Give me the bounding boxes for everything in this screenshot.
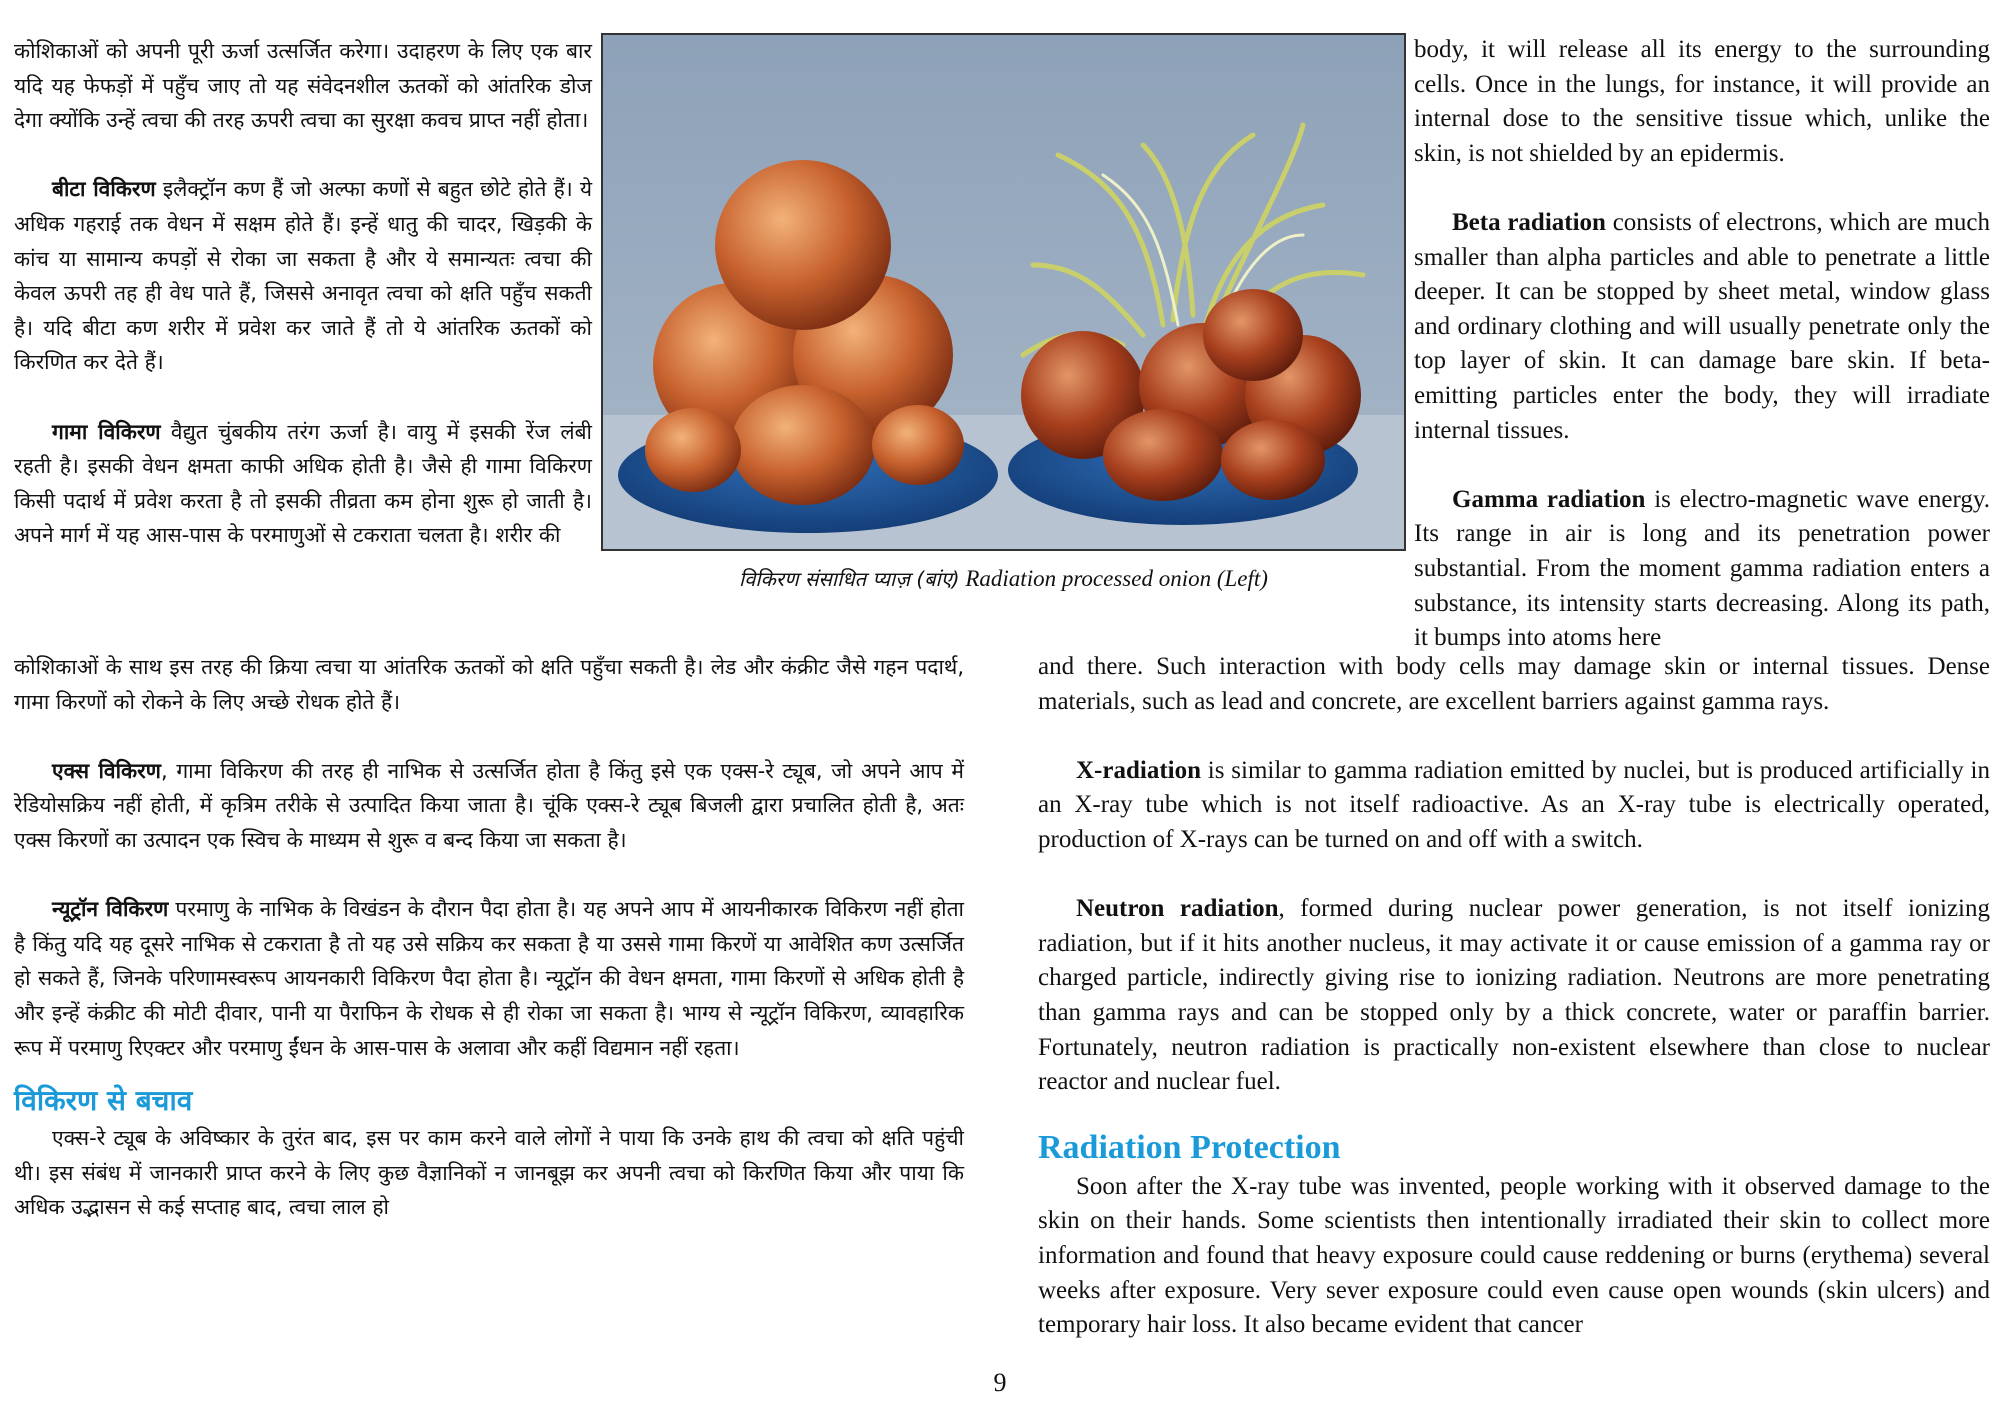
onion-photo <box>601 33 1406 551</box>
english-gamma-term: Gamma radiation <box>1452 485 1646 513</box>
figure-caption <box>601 565 1406 592</box>
hindi-xray-text: , गामा विकिरण की तरह ही नाभिक से उत्सर्जित होता है किंतु इसे एक एक्स-रे ट्यूब, जो अपने आप में रेडियोसक्रिय नहीं होती, में कृत्रिम तरीके से उत्पादित किया जाता है। चूंकि एक्स-रे ट्यूब बिजली द्वारा प्रचालित होती है, अतः एक्स किरणों का उत्पादन एक स्विच के माध्यम से शुरू व बन्द किया जा सकता है। <box>14 758 964 852</box>
hindi-protection-text: एक्स-रे ट्यूब के अविष्कार के तुरंत बाद, इस पर काम करने वाले लोगों ने पाया कि उनके हाथ की त्वचा को क्षति पहुंची थी। इस संबंध में जानकारी प्राप्त करने के लिए कुछ वैज्ञानिकों न जानबूझ कर अपनी त्वचा को किरणित किया और पाया कि अधिक उद्भासन से कई सप्ताह बाद, त्वचा लाल हो <box>14 1126 964 1220</box>
english-neutron-term: Neutron radiation <box>1076 895 1279 923</box>
hindi-column-top <box>14 34 592 553</box>
english-xray-text: is similar to gamma radiation emitted by nuclei, but is produced artificially in an X-ray tube which is not itself radioactive. As an X-ray tube is electrically operated, production of X-rays can be turned on and off with a switch. <box>1038 756 1990 853</box>
english-alpha-continued: body, it will release all its energy to the surrounding cells. Once in the lungs, for instance, it will provide an internal dose to the sensitive tissue which, unlike the skin, is not shielded by an epidermis. <box>1414 36 1990 167</box>
hindi-neutron-term: न्यूट्रॉन विकिरण <box>52 897 169 922</box>
english-gamma-continued: and there. Such interaction with body cells may damage skin or internal tissues. Dense materials, such as lead and concrete, are excellent barriers against gamma rays. <box>1038 653 1990 715</box>
english-xray-term: X-radiation <box>1076 756 1201 784</box>
hindi-xray-paragraph <box>14 754 964 858</box>
english-gamma-text: is electro-magnetic wave energy. Its range in air is long and its penetration power substantial. From the moment gamma radiation enters a substance, its intensity starts decreasing. Along its path, it bumps into atoms here <box>1414 485 1991 652</box>
hindi-beta-term: बीटा विकिरण <box>52 177 156 202</box>
hindi-alpha-continued: कोशिकाओं को अपनी पूरी ऊर्जा उत्सर्जित करेगा। उदाहरण के लिए एक बार यदि यह फेफड़ों में पहुँच जाए तो यह संवेदनशील ऊतकों को आंतरिक डोज देगा क्योंकि उन्हें त्वचा की तरह ऊपरी त्वचा का सुरक्षा कवच प्राप्त नहीं होता। <box>14 39 592 133</box>
english-xray-paragraph <box>1038 754 1990 858</box>
hindi-neutron-text: परमाणु के नाभिक के विखंडन के दौरान पैदा होता है। यह अपने आप में आयनीकारक विकिरण नहीं होता है किंतु यदि यह दूसरे नाभिक से टकराता है तो यह उसे सक्रिय कर सकता है या उससे गामा किरणें या आवेशित कण उत्सर्जित हो सकते हैं, जिनके परिणामस्वरूप आयनकारी विकिरण पैदा होता है। न्यूट्रॉन की वेधन क्षमता, गामा किरणों से अधिक होती है और इन्हें कंक्रीट की मोटी दीवार, पानी या पैराफिन के रोधक से ही रोका जा सकता है। भाग्य से न्यूट्रॉन विकिरण, व्यावहारिक रूप में परमाणु रिएक्टर और परमाणु ईंधन के आस-पास के अलावा और कहीं विद्यमान नहीं रहता। <box>14 897 964 1060</box>
hindi-gamma-text: वैद्युत चुंबकीय तरंग ऊर्जा है। वायु में इसकी रेंज लंबी रहती है। इसकी वेधन क्षमता काफी अधिक होती है। जैसे ही गामा विकिरण किसी पदार्थ में प्रवेश करता है तो इसकी तीव्रता कम होना शुरू हो जाती है। अपने मार्ग में यह आस-पास के परमाणुओं से टकराता चलता है। शरीर की <box>14 419 592 548</box>
hindi-neutron-paragraph <box>14 892 964 1065</box>
hindi-beta-paragraph <box>14 172 592 380</box>
english-column-top <box>1414 33 1990 656</box>
english-neutron-paragraph <box>1038 892 1990 1100</box>
english-beta-term: Beta radiation <box>1452 208 1606 236</box>
english-protection-heading: Radiation Protection <box>1038 1128 1341 1166</box>
hindi-gamma-term: गामा विकिरण <box>52 419 161 444</box>
english-beta-text: consists of electrons, which are much smaller than alpha particles and able to penetrate a little deeper. It can be stopped by sheet metal, window glass and ordinary clothing and will usually penetrate only the top layer of skin. It can damage bare skin. If beta-emitting particles enter the body, they will irradiate internal tissues. <box>1414 208 1990 444</box>
onion-illustration <box>603 35 1404 549</box>
hindi-xray-term: एक्स विकिरण <box>52 758 161 783</box>
hindi-column-bottom <box>14 650 964 1225</box>
english-protection-text: Soon after the X-ray tube was invented, people working with it observed damage to the skin on their hands. Some scientists then intentionally irradiated their skin to collect more information and found that heavy exposure could cause reddening or burns (erythema) several weeks after exposure. Very sever exposure could even cause open wounds (skin ulcers) and temporary hair loss. It also became evident that cancer <box>1038 1172 1990 1339</box>
page-number: 9 <box>993 1368 1007 1397</box>
english-neutron-text: , formed during nuclear power generation, is not itself ionizing radiation, but if it hits another nucleus, it may activate it or cause emission of a gamma ray or charged particle, indirectly giving rise to ionizing radiation. Neutrons are more penetrating than gamma rays and can be stopped only by a thick concrete, water or paraffin barrier. Fortunately, neutron radiation is practically non-existent elsewhere than close to nuclear reactor and nuclear fuel. <box>1038 895 1990 1096</box>
caption-hindi: विकिरण संसाधित प्याज़ (बांए) <box>739 567 960 591</box>
hindi-beta-text: इलैक्ट्रॉन कण हैं जो अल्फा कणों से बहुत छोटे होते हैं। ये अधिक गहराई तक वेधन में सक्षम होते हैं। इन्हें धातु की चादर, खिड़की के कांच या सामान्य कपड़ों से रोका जा सकता है और ये समान्यतः त्वचा की केवल ऊपरी तह ही वेध पाते हैं, जिससे अनावृत त्वचा को क्षति पहुँच सकती है। यदि बीटा कण शरीर में प्रवेश कर जाते हैं तो ये आंतरिक ऊतकों को किरणित कर देते हैं। <box>14 177 593 375</box>
hindi-gamma-continued: कोशिकाओं के साथ इस तरह की क्रिया त्वचा या आंतरिक ऊतकों को क्षति पहुँचा सकती है। लेड और कंक्रीट जैसे गहन पदार्थ, गामा किरणों को रोकने के लिए अच्छे रोधक होते हैं। <box>14 655 964 714</box>
english-column-bottom <box>1038 650 1990 1343</box>
caption-english: Radiation processed onion (Left) <box>965 566 1268 591</box>
english-beta-paragraph <box>1414 206 1990 448</box>
english-gamma-paragraph <box>1414 483 1990 656</box>
hindi-gamma-paragraph <box>14 415 592 553</box>
hindi-protection-heading: विकिरण से बचाव <box>14 1084 193 1118</box>
